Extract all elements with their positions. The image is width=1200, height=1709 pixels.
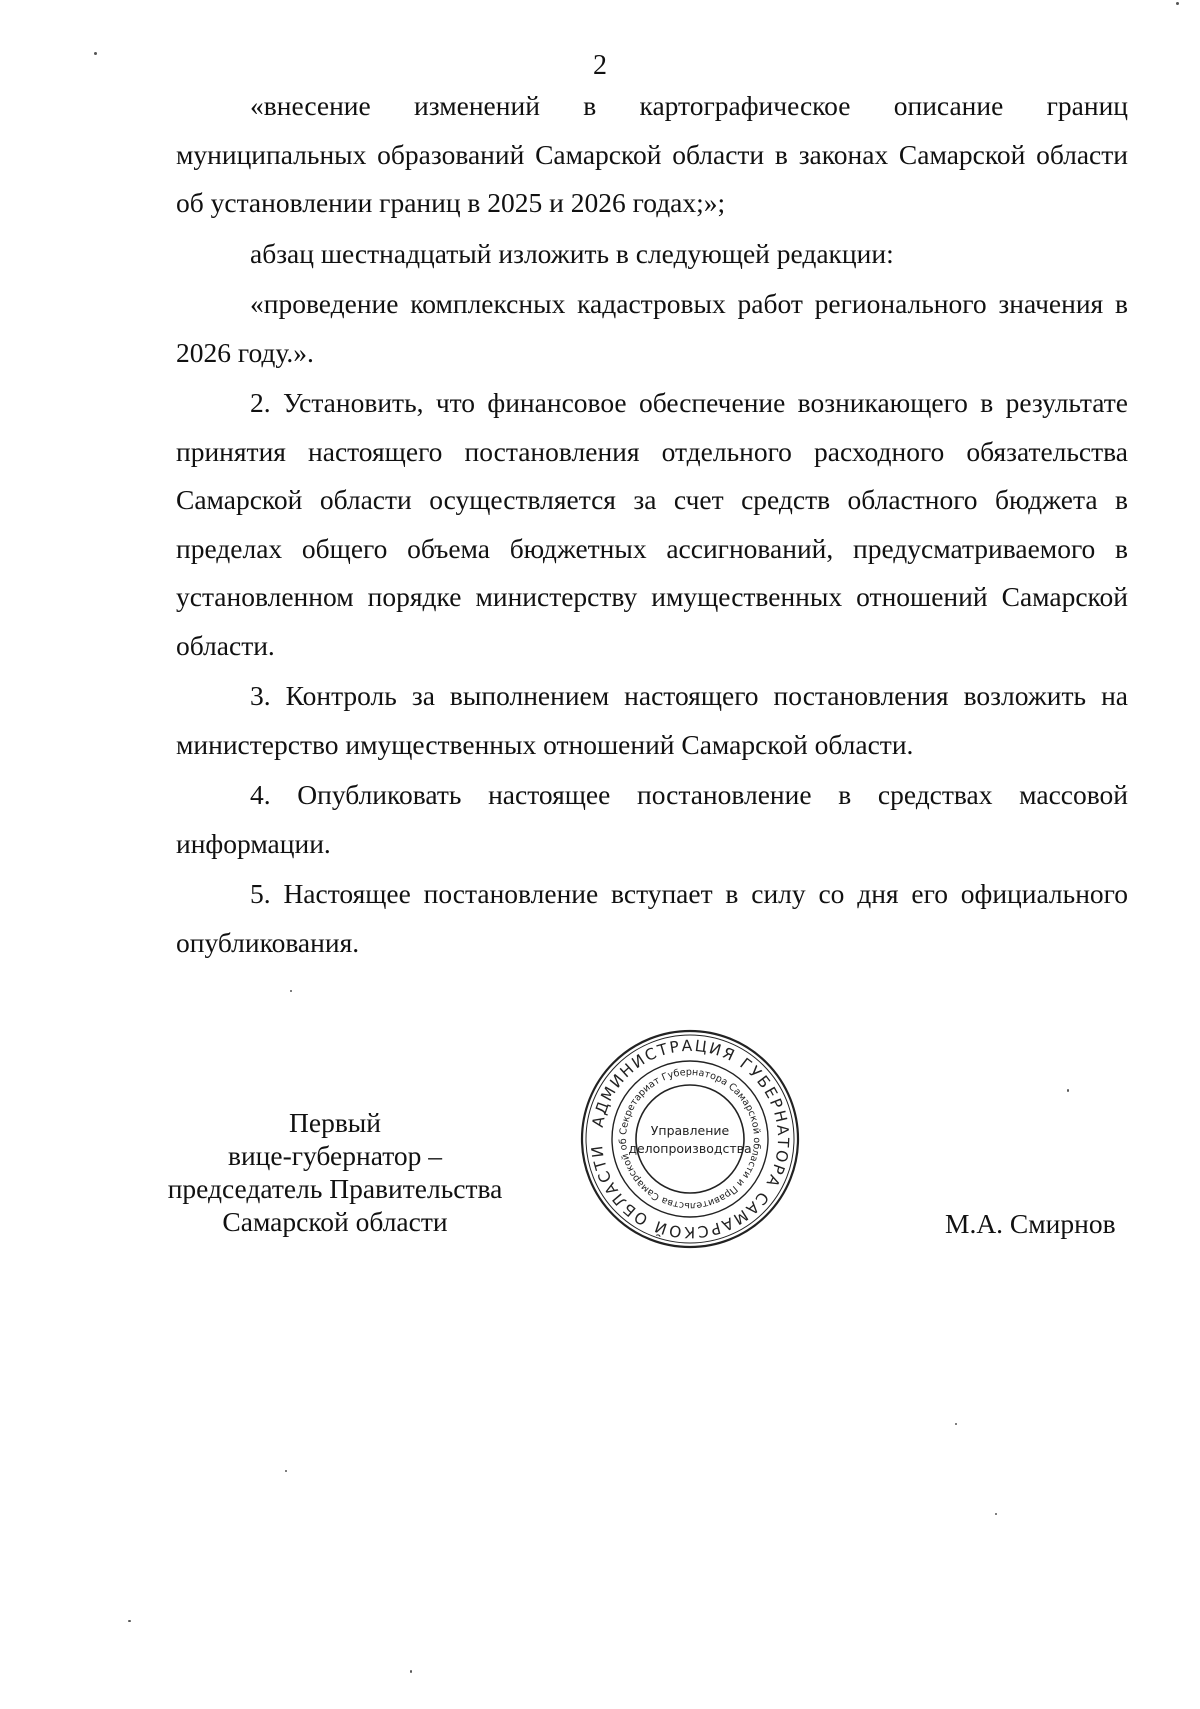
paragraph-clause-2: 2. Установить, что финансовое обеспечение возникающего в результате принятия настоящего постановления отдельного расходного обязательства Самарской области осуществляется за счет средств областного бюджета в пределах общего объема бюджетных ассигнований, предусматриваемого в установленном порядке министерству имущественных отношений Самарской области.	[176, 387, 1128, 661]
signatory-title-line: Первый	[289, 1107, 381, 1138]
paragraph-quote-1: «внесение изменений в картографическое описание границ муниципальных образований Самарской области в законах Самарской области об установлении границ в 2025 и 2026 годах;»;	[176, 90, 1128, 218]
scan-speck	[410, 1670, 412, 1673]
scan-speck	[128, 1620, 131, 1622]
signatory-name: М.А. Смирнов	[945, 1208, 1116, 1239]
scan-speck	[285, 1470, 287, 1472]
scan-speck	[995, 1513, 997, 1515]
stamp-center-line-1: Управление	[650, 1123, 730, 1138]
scan-speck	[94, 52, 97, 55]
scan-speck	[955, 1423, 957, 1425]
paragraph-instruction: абзац шестнадцатый изложить в следующей редакции:	[250, 237, 894, 269]
paragraph-quote-2: «проведение комплексных кадастровых работ регионального значения в 2026 году.».	[176, 288, 1128, 368]
paragraph-clause-4: 4. Опубликовать настоящее постановление в средствах массовой информации.	[176, 779, 1128, 859]
scan-speck	[1176, 2, 1179, 5]
paragraph-clause-5: 5. Настоящее постановление вступает в силу со дня его официального опубликования.	[176, 878, 1128, 958]
stamp-seal-graphic	[578, 1027, 802, 1251]
signatory-title-line: Самарской области	[222, 1206, 448, 1237]
stamp-outer-text: АДМИНИСТРАЦИЯ ГУБЕРНАТОРА САМАРСКОЙ ОБЛАСТИ	[587, 1036, 793, 1242]
signatory-title-line: председатель Правительства	[167, 1173, 503, 1204]
signatory-title-line: вице-губернатор –	[227, 1140, 443, 1171]
signatory-title	[150, 1106, 520, 1238]
page-number: 2	[593, 50, 607, 81]
document-body	[176, 82, 1128, 967]
stamp-center-line-2: делопроизводства	[628, 1141, 752, 1156]
scan-speck	[290, 990, 292, 992]
paragraph-clause-3: 3. Контроль за выполнением настоящего постановления возложить на министерство имущественных отношений Самарской области.	[176, 680, 1128, 760]
stamp-inner-text: Секретариат Губернатора Самарской области и Правительства Самарской об	[617, 1066, 763, 1212]
scan-speck	[1067, 1089, 1069, 1092]
official-stamp	[578, 1027, 802, 1251]
